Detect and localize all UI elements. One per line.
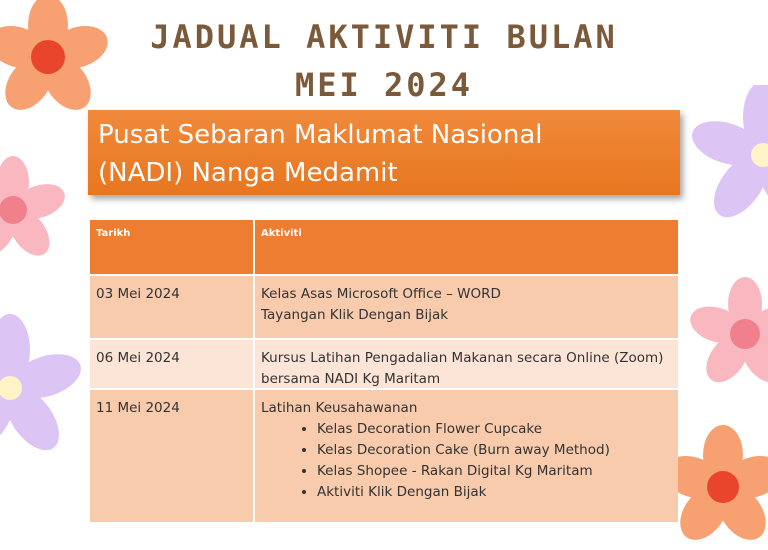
activity-table	[90, 220, 678, 524]
flower-lavender-left-icon	[0, 310, 90, 460]
row-date: 03 Mei 2024	[90, 276, 255, 338]
activity-line: Kursus Latihan Pengadalian Makanan secara Online (Zoom)	[261, 350, 664, 366]
banner-line1: Pusat Sebaran Maklumat Nasional	[98, 120, 543, 150]
row-activity	[255, 340, 678, 388]
header-date: Tarikh	[90, 220, 255, 274]
flower-lavender-right-icon	[685, 85, 768, 235]
row-activity	[255, 276, 678, 338]
row-date: 11 Mei 2024	[90, 390, 255, 522]
flower-orange-bottom-right-icon	[675, 425, 768, 550]
table-row	[90, 340, 678, 390]
page-title-line2: MEI 2024	[294, 66, 474, 104]
activity-bullet: • Kelas Decoration Flower Cupcake	[317, 419, 672, 440]
activity-line: Tayangan Klik Dengan Bijak	[261, 307, 449, 323]
activity-line: bersama NADI Kg Maritam	[261, 371, 441, 387]
center-name-banner	[88, 110, 680, 195]
activity-intro: Latihan Keusahawanan	[261, 400, 418, 416]
table-row	[90, 276, 678, 340]
activity-bullet-list	[261, 419, 672, 503]
flower-pink-left-icon	[0, 150, 75, 270]
activity-bullet: • Kelas Shopee - Rakan Digital Kg Maritam	[317, 461, 672, 482]
table-row	[90, 390, 678, 524]
activity-line: Kelas Asas Microsoft Office – WORD	[261, 286, 501, 302]
table-header-row	[90, 220, 678, 276]
activity-bullet: • Aktiviti Klik Dengan Bijak	[317, 482, 672, 503]
header-activity: Aktiviti	[261, 228, 302, 239]
activity-bullet: • Kelas Decoration Cake (Burn away Method)	[317, 440, 672, 461]
flower-pink-right-icon	[690, 272, 768, 402]
page-title-line1: JADUAL AKTIVITI BULAN	[150, 18, 618, 56]
banner-line2: (NADI) Nanga Medamit	[98, 158, 398, 188]
row-activity	[255, 390, 678, 522]
row-date: 06 Mei 2024	[90, 340, 255, 388]
